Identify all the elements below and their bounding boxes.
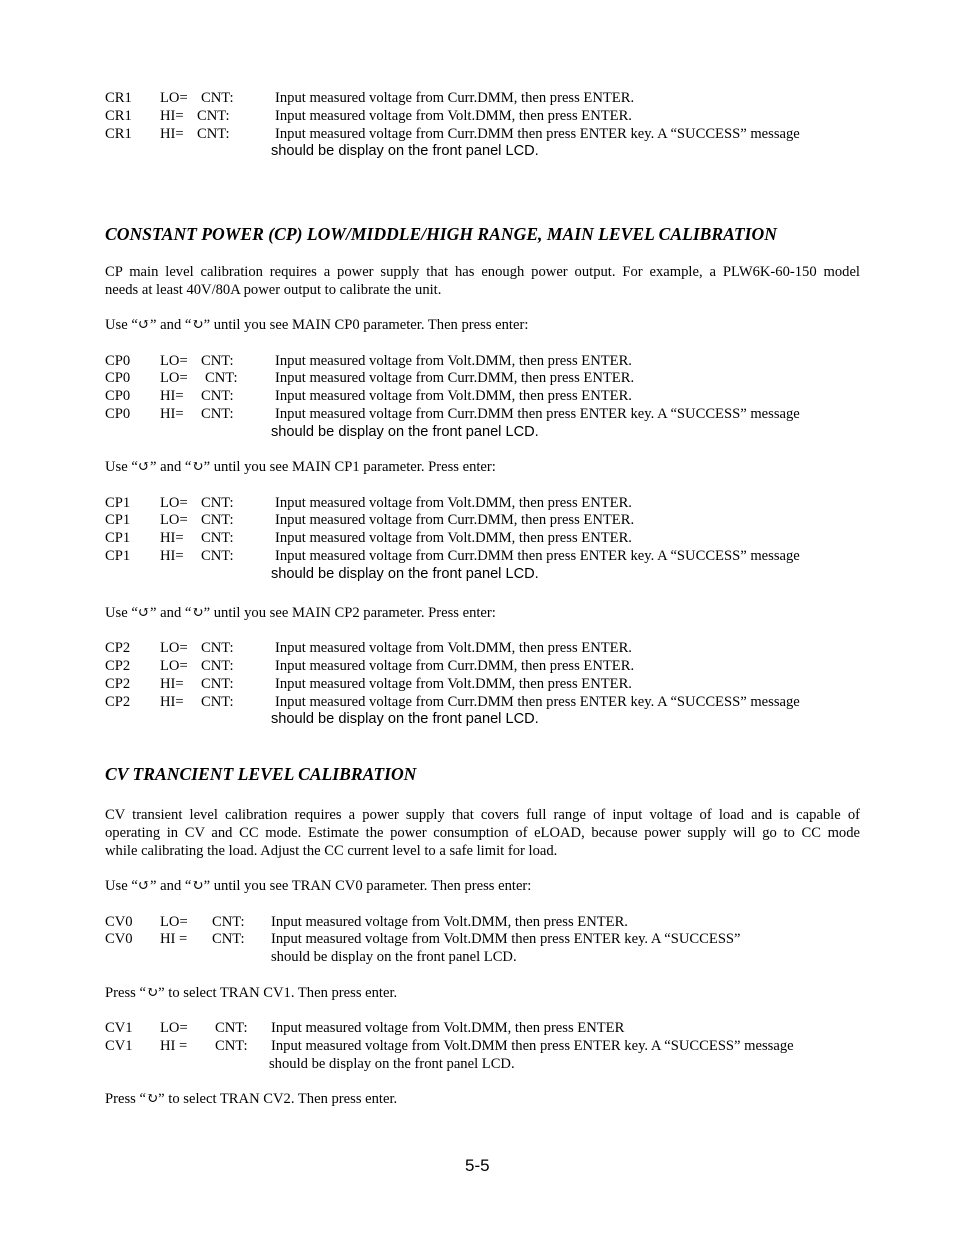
param-cnt: CNT:: [201, 658, 234, 674]
param-cnt: CNT:: [201, 406, 234, 422]
param-cnt: CNT:: [201, 676, 234, 692]
param-cnt: CNT:: [205, 370, 238, 386]
param-code: CP2: [105, 694, 131, 710]
paragraph-line: CV transient level calibration requires a power supply that covers full range of input voltage of load and is capable of: [105, 807, 860, 823]
instruction-line: Use “↺” and “↻” until you see TRAN CV0 parameter. Then press enter:: [105, 878, 532, 894]
instruction-line: Use “↺” and “↻” until you see MAIN CP2 parameter. Press enter:: [105, 605, 496, 621]
param-cnt: CNT:: [201, 512, 234, 528]
section-heading: CONSTANT POWER (CP) LOW/MIDDLE/HIGH RANGE, MAIN LEVEL CALIBRATION: [105, 224, 777, 244]
instruction-line: Use “↺” and “↻” until you see MAIN CP1 parameter. Press enter:: [105, 459, 496, 475]
param-instruction: Input measured voltage from Volt.DMM, then press ENTER.: [275, 530, 632, 546]
param-level: HI =: [160, 931, 188, 947]
param-instruction: Input measured voltage from Curr.DMM, then press ENTER.: [275, 658, 635, 674]
param-cnt: CNT:: [201, 388, 234, 404]
paragraph-line: while calibrating the load. Adjust the CC current level to a safe limit for load.: [105, 843, 558, 859]
param-level: HI=: [160, 388, 184, 404]
param-instruction-cont: should be display on the front panel LCD.: [271, 711, 539, 727]
param-instruction: Input measured voltage from Curr.DMM, then press ENTER.: [275, 90, 635, 106]
param-instruction: Input measured voltage from Curr.DMM then press ENTER key. A “SUCCESS” message: [275, 126, 800, 142]
param-level: LO=: [160, 1020, 188, 1036]
param-level: HI=: [160, 530, 184, 546]
param-cnt: CNT:: [201, 495, 234, 511]
section-heading: CV TRANCIENT LEVEL CALIBRATION: [105, 764, 417, 784]
param-cnt: CNT:: [201, 640, 234, 656]
instruction-line: Press “↻” to select TRAN CV2. Then press enter.: [105, 1091, 398, 1107]
param-cnt: CNT:: [212, 931, 245, 947]
param-code: CP2: [105, 658, 131, 674]
param-code: CV1: [105, 1020, 133, 1036]
param-cnt: CNT:: [197, 108, 230, 124]
param-instruction: Input measured voltage from Volt.DMM, then press ENTER.: [275, 640, 632, 656]
param-code: CR1: [105, 90, 132, 106]
param-level: LO=: [160, 370, 188, 386]
param-level: LO=: [160, 914, 188, 930]
page-number: 5-5: [465, 1156, 490, 1175]
param-instruction: Input measured voltage from Curr.DMM, then press ENTER.: [275, 370, 635, 386]
param-level: HI =: [160, 1038, 188, 1054]
paragraph-line: CP main level calibration requires a power supply that has enough power output. For example, a PLW6K-60-150 model: [105, 264, 860, 280]
param-cnt: CNT:: [201, 548, 234, 564]
paragraph: [105, 806, 860, 860]
param-instruction: Input measured voltage from Curr.DMM then press ENTER key. A “SUCCESS” message: [275, 694, 800, 710]
param-instruction: Input measured voltage from Volt.DMM, then press ENTER.: [275, 353, 632, 369]
param-instruction: Input measured voltage from Volt.DMM, then press ENTER: [271, 1020, 625, 1036]
param-code: CP2: [105, 676, 131, 692]
param-code: CP0: [105, 406, 131, 422]
param-cnt: CNT:: [201, 530, 234, 546]
param-code: CR1: [105, 126, 132, 142]
param-instruction: Input measured voltage from Curr.DMM then press ENTER key. A “SUCCESS” message: [275, 406, 800, 422]
param-level: HI=: [160, 108, 184, 124]
param-cnt: CNT:: [201, 353, 234, 369]
instruction-line: Press “↻” to select TRAN CV1. Then press enter.: [105, 985, 398, 1001]
param-cnt: CNT:: [197, 126, 230, 142]
param-code: CP2: [105, 640, 131, 656]
param-level: HI=: [160, 406, 184, 422]
param-instruction-cont: should be display on the front panel LCD.: [271, 949, 517, 965]
param-code: CP1: [105, 512, 131, 528]
param-level: LO=: [160, 495, 188, 511]
paragraph: [105, 263, 860, 299]
param-level: LO=: [160, 658, 188, 674]
param-level: HI=: [160, 548, 184, 564]
param-level: HI=: [160, 694, 184, 710]
param-cnt: CNT:: [212, 914, 245, 930]
param-code: CP1: [105, 495, 131, 511]
instruction-line: Use “↺” and “↻” until you see MAIN CP0 parameter. Then press enter:: [105, 317, 529, 333]
param-level: LO=: [160, 90, 188, 106]
param-cnt: CNT:: [201, 90, 234, 106]
param-instruction: Input measured voltage from Curr.DMM then press ENTER key. A “SUCCESS” message: [275, 548, 800, 564]
param-code: CV1: [105, 1038, 133, 1054]
param-code: CR1: [105, 108, 132, 124]
param-code: CV0: [105, 914, 133, 930]
param-code: CV0: [105, 931, 133, 947]
param-level: HI=: [160, 126, 184, 142]
param-instruction: Input measured voltage from Volt.DMM, then press ENTER.: [275, 676, 632, 692]
param-level: LO=: [160, 640, 188, 656]
param-code: CP1: [105, 530, 131, 546]
paragraph-line: operating in CV and CC mode. Estimate the power consumption of eLOAD, because power supply will go to CC mode: [105, 825, 860, 841]
param-instruction: Input measured voltage from Volt.DMM, then press ENTER.: [275, 108, 632, 124]
param-code: CP0: [105, 388, 131, 404]
param-code: CP1: [105, 548, 131, 564]
param-level: HI=: [160, 676, 184, 692]
param-level: LO=: [160, 353, 188, 369]
param-instruction: Input measured voltage from Volt.DMM, then press ENTER.: [275, 388, 632, 404]
param-code: CP0: [105, 370, 131, 386]
param-instruction-cont: should be display on the front panel LCD.: [271, 566, 539, 582]
param-instruction: Input measured voltage from Volt.DMM, then press ENTER.: [271, 914, 628, 930]
param-level: LO=: [160, 512, 188, 528]
param-instruction: Input measured voltage from Volt.DMM then press ENTER key. A “SUCCESS” message: [271, 1038, 794, 1054]
param-cnt: CNT:: [215, 1020, 248, 1036]
param-cnt: CNT:: [201, 694, 234, 710]
param-cnt: CNT:: [215, 1038, 248, 1054]
param-instruction: Input measured voltage from Volt.DMM then press ENTER key. A “SUCCESS”: [271, 931, 741, 947]
param-code: CP0: [105, 353, 131, 369]
param-instruction-cont: should be display on the front panel LCD.: [271, 424, 539, 440]
param-instruction-cont: should be display on the front panel LCD.: [269, 1056, 515, 1072]
param-instruction: Input measured voltage from Volt.DMM, then press ENTER.: [275, 495, 632, 511]
param-instruction-cont: should be display on the front panel LCD.: [271, 143, 539, 159]
paragraph-line: needs at least 40V/80A power output to calibrate the unit.: [105, 282, 442, 298]
param-instruction: Input measured voltage from Curr.DMM, then press ENTER.: [275, 512, 635, 528]
